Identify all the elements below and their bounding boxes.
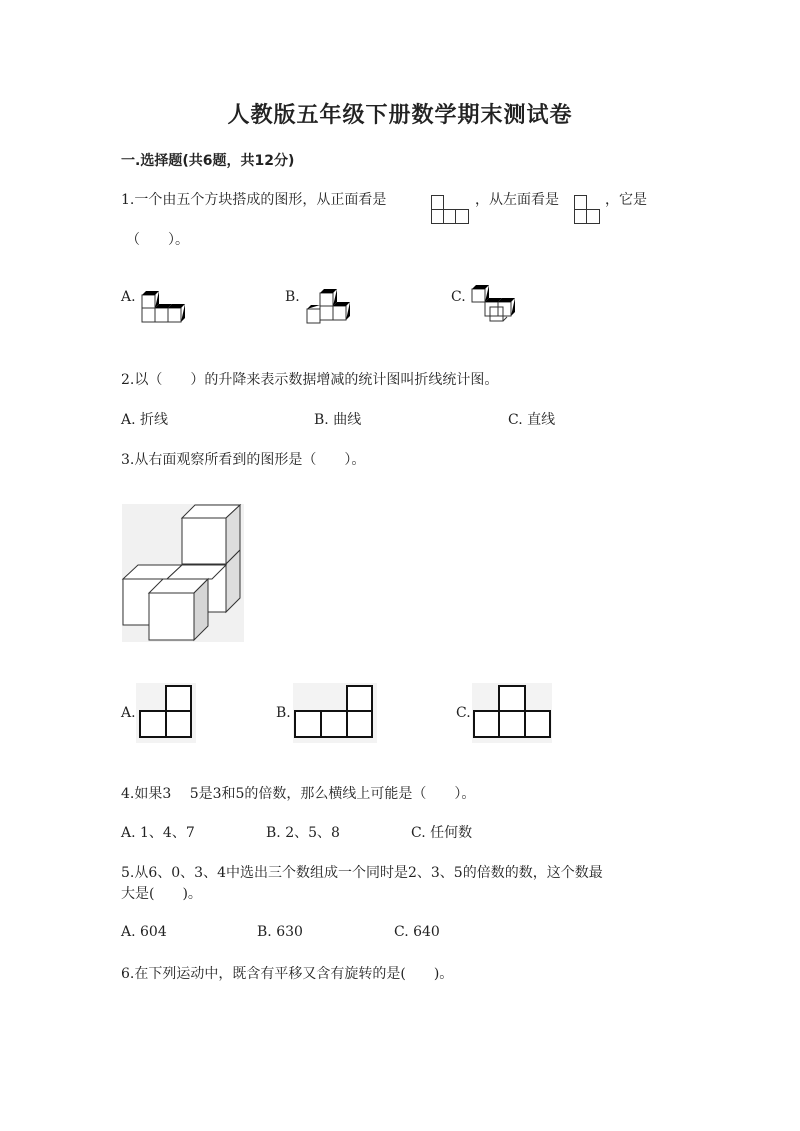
page-title: 人教版五年级下册数学期末测试卷 bbox=[227, 103, 573, 128]
question-3-text: 3.从右面观察所看到的图形是（ ）。 bbox=[121, 452, 366, 468]
q2-option-b[interactable]: B. 曲线 bbox=[314, 412, 362, 428]
q1-left-view-figure bbox=[574, 195, 604, 225]
q4-option-c[interactable]: C. 任何数 bbox=[411, 825, 473, 841]
q4-option-b[interactable]: B. 2、5、8 bbox=[266, 825, 340, 841]
q1-option-c-figure[interactable] bbox=[468, 283, 518, 327]
q3-option-c-figure[interactable] bbox=[472, 683, 552, 743]
q1-option-a-label: A. bbox=[121, 289, 136, 305]
question-2-text: 2.以（ ）的升降来表示数据增减的统计图叫折线统计图。 bbox=[121, 372, 499, 388]
q1-option-b-label: B. bbox=[285, 289, 300, 305]
q1-option-c-label: C. bbox=[451, 289, 466, 305]
q1-option-b-figure[interactable] bbox=[302, 286, 352, 328]
question-1-text-b: ，从左面看是 bbox=[475, 192, 559, 208]
question-4-text: 4.如果3 5是3和5的倍数，那么横线上可能是（ ）。 bbox=[121, 786, 476, 802]
question-1-paren: （ ）。 bbox=[126, 232, 189, 248]
question-5-line-2: 大是( )。 bbox=[121, 886, 202, 902]
q5-option-c[interactable]: C. 640 bbox=[394, 924, 440, 940]
q2-option-c[interactable]: C. 直线 bbox=[508, 412, 556, 428]
question-1-text-c: ，它是 bbox=[605, 192, 647, 208]
question-6-text: 6.在下列运动中，既含有平移又含有旋转的是( )。 bbox=[121, 966, 454, 982]
section-heading: 一.选择题(共6题，共12分) bbox=[121, 153, 295, 169]
q1-option-a-figure[interactable] bbox=[139, 289, 189, 329]
q3-option-b-label: B. bbox=[276, 705, 291, 721]
q3-option-a-figure[interactable] bbox=[136, 683, 196, 743]
question-1-text-a: 1.一个由五个方块搭成的图形，从正面看是 bbox=[121, 192, 387, 208]
q3-option-c-label: C. bbox=[456, 705, 471, 721]
q5-option-b[interactable]: B. 630 bbox=[257, 924, 303, 940]
q2-option-a[interactable]: A. 折线 bbox=[121, 412, 169, 428]
q3-option-b-figure[interactable] bbox=[293, 683, 377, 743]
q4-option-a[interactable]: A. 1、4、7 bbox=[121, 825, 195, 841]
q1-front-view-figure bbox=[431, 195, 471, 225]
q5-option-a[interactable]: A. 604 bbox=[121, 924, 167, 940]
q3-option-a-label: A. bbox=[121, 705, 136, 721]
question-5-line-1: 5.从6、0、3、4中选出三个数组成一个同时是2、3、5的倍数的数，这个数最 bbox=[121, 865, 603, 881]
q3-cube-figure bbox=[122, 504, 244, 642]
